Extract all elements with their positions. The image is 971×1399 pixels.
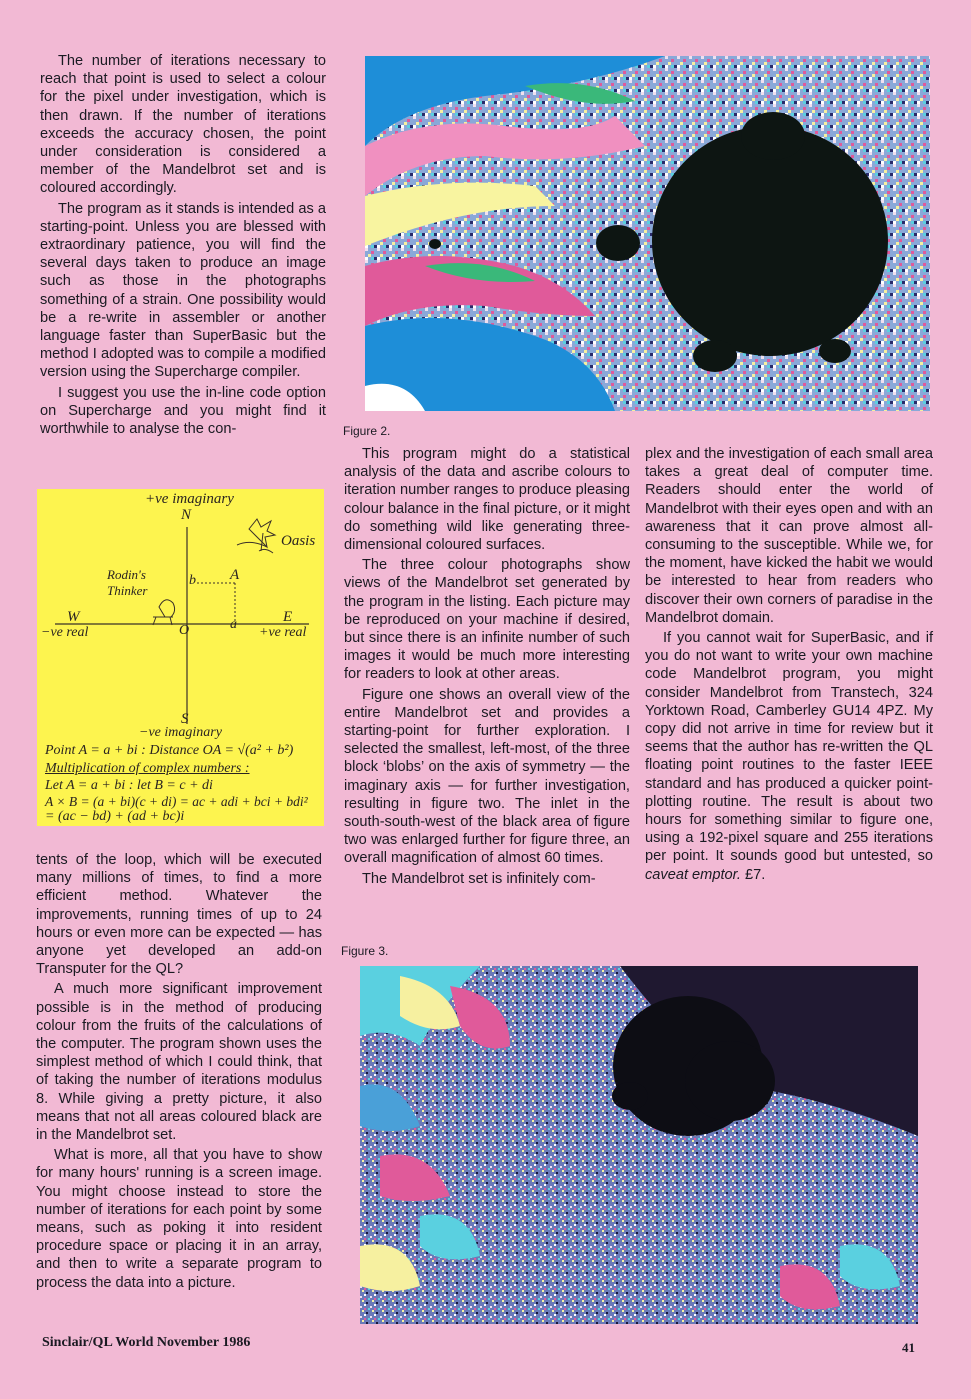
figure-2-image: [365, 56, 930, 411]
label-point-a: A: [230, 567, 240, 583]
page-number: 41: [902, 1340, 915, 1355]
article-column-right: [645, 445, 933, 886]
label-positive-real: +ve real: [259, 625, 307, 640]
label-thinker-1: Rodin's: [107, 567, 146, 582]
paragraph: The number of iterations necessary to reach that point is used to select a colour for the pixel under investigation, which is then drawn. If the number of iterations exceeds the accuracy chosen, the point under consideration is considered a member of the Mandelbrot set and is coloured accordingly.: [40, 53, 326, 197]
paragraph: The Mandelbrot set is infinitely com-: [362, 870, 596, 887]
label-result-line: = (ac − bd) + (ad + bc)i: [45, 809, 185, 824]
paragraph: The program as it stands is intended as a starting-point. Unless you are blessed with extraordinary patience, you will find the several days taken to produce an image such as those in the photographs something of a strain. One possibility would be a re-write in assembler or another language faster than SuperBasic but the method I adopted was to compile a modified version using the Supercharge compiler.: [40, 200, 326, 381]
article-column-middle: [344, 445, 630, 890]
label-west: W: [67, 609, 80, 625]
label-north: N: [181, 507, 192, 523]
paragraph: plex and the investigation of each small area takes a great deal of computer time. Readers should enter the world of Mandelbrot with their eyes open and with an awareness that it can prove almost all-consuming to the susceptible. While we, for the moment, have kicked the habit we would be interested to hear from readers who discover their own corners of paradise in the Mandelbrot domain.: [645, 446, 933, 626]
label-negative-real: −ve real: [41, 625, 89, 640]
label-bottom-axis: −ve imaginary: [139, 725, 222, 740]
label-b: b: [189, 573, 196, 588]
label-top-axis: +ve imaginary: [145, 491, 234, 507]
footer-magazine: Sinclair/QL World November 1986: [42, 1335, 251, 1350]
paragraph-text: If you cannot wait for SuperBasic, and if you do not want to write your own machine code Mandelbrot program, you might consider Mandelbrot from Transtech, 324 Yorktown Road, Camberley GU14 4PZ. My copy did not arrive in time for review but it seems that the author has re-written the QL floating point routines to the faster IEEE standard and has produced a quicker point-plotting routine. The result is about two hours for something similar to figure one, using a 192-pixel square and 255 iterations per point. It sounds good but untested, so: [645, 630, 933, 865]
figure-3-caption: Figure 3.: [341, 944, 389, 958]
mandelbrot-figure-2: [365, 56, 930, 411]
figure-2-caption: Figure 2.: [343, 424, 391, 438]
figure-3-image: [360, 966, 918, 1324]
mandelbrot-figure-3: [360, 966, 918, 1324]
complex-plane-diagram: [37, 489, 324, 826]
label-south: S: [181, 711, 189, 727]
label-product-line: A × B = (a + bi)(c + di) = ac + adi + bci + bdi²: [45, 794, 308, 809]
price: £7.: [741, 866, 766, 883]
paragraph: A much more significant improvement possible is in the method of producing colour from the fruits of the calculations of the computer. The program shown uses the simplest method of which I could think, that of taking the number of iterations modulus 8. While giving a pretty picture, it also means that not all areas coloured black are in the Mandelbrot set.: [36, 981, 322, 1144]
paragraph: I suggest you use the in-line code option on Supercharge and you might find it worthwhile to analyse the con-: [40, 384, 326, 438]
label-oasis: Oasis: [281, 533, 316, 549]
label-thinker-2: Thinker: [107, 583, 148, 598]
paragraph: This program might do a statistical analysis of the data and ascribe colours to iteration number ranges to produce pleasing colour balance in the final picture, or it might do something wild like generating three-dimensional coloured surfaces.: [344, 446, 630, 554]
label-a: a: [230, 617, 237, 632]
paragraph: [645, 629, 933, 884]
paragraph: Figure one shows an overall view of the entire Mandelbrot set and provides a starting-point for further exploration. I selected the smallest, left-most, of the three block ‘blobs’ on the axis of symmetry — the imaginary axis — for further investigation, resulting in figure two. The inlet in the south-south-west of the black area of figure two was enlarged further for figure three, an overall magnification of almost 60 times.: [344, 686, 630, 867]
caveat-emptor: caveat emptor.: [645, 866, 741, 883]
paragraph: The three colour photographs show views of the Mandelbrot set generated by the program in the listing. Each picture may be reproduced on your machine if desired, but since there is an infinite number of such images it would be much more interesting for readers to look at other areas.: [344, 557, 630, 683]
paragraph: tents of the loop, which will be executed many millions of times, to find a more efficient method. Whatever the improvements, running times of up to 24 hours or even more can be expected — has anyone yet developed an add-on Transputer for the QL?: [36, 852, 322, 978]
article-column-left-top: [40, 52, 326, 440]
label-origin: O: [179, 623, 190, 638]
label-east: E: [283, 609, 293, 625]
label-multiplication-heading: Multiplication of complex numbers :: [45, 761, 250, 776]
article-column-left-bottom: [36, 851, 322, 1294]
label-let-line: Let A = a + bi : let B = c + di: [45, 778, 213, 793]
paragraph: What is more, all that you have to show for many hours' running is a screen image. You might choose instead to store the number of iterations for each point by some means, such as poking it into resident procedure space or placing it in an array, and then to write a separate program to process the data into a picture.: [36, 1147, 322, 1291]
label-point-line: Point A = a + bi : Distance OA = √(a² + b²): [45, 743, 294, 758]
